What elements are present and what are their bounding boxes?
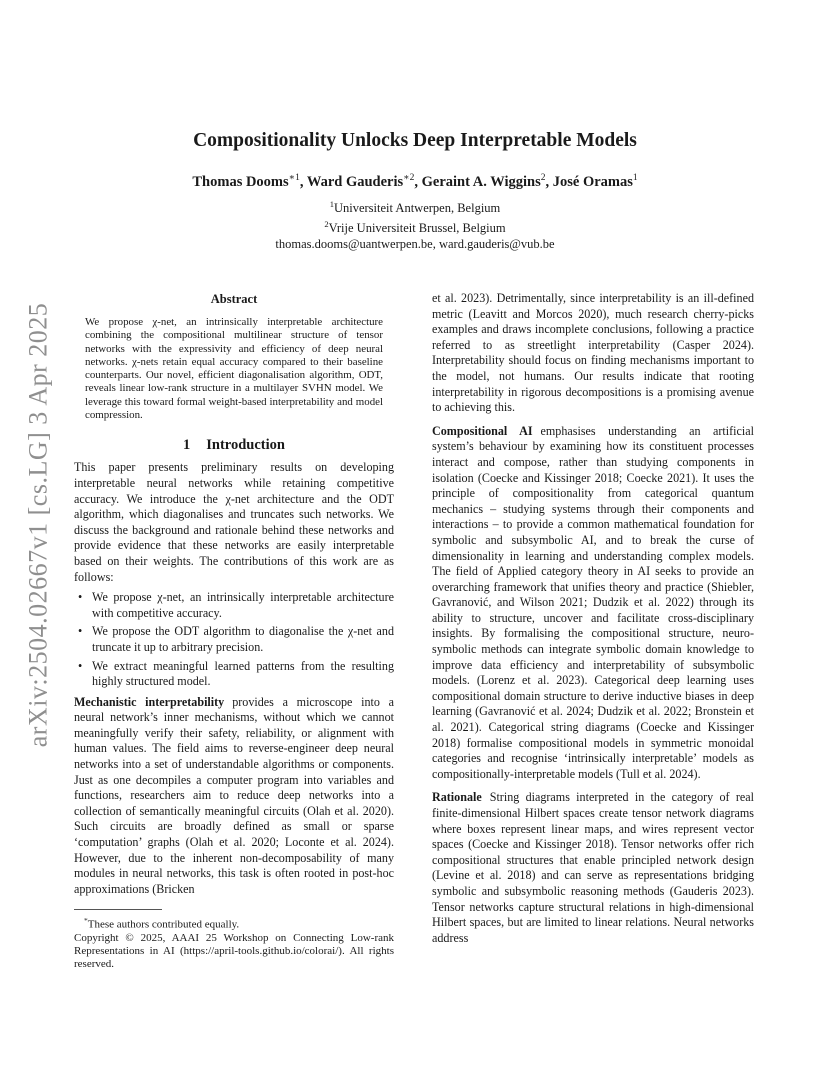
list-item-text: We propose χ-net, an intrinsically interpretable architecture with competitive accuracy. bbox=[92, 590, 394, 620]
affiliation-mark: 2 bbox=[324, 219, 329, 230]
footnote-text: These authors contributed equally. bbox=[87, 919, 240, 932]
affiliation-line bbox=[74, 216, 756, 236]
copyright-notice: Copyright © 2025, AAAI 25 Workshop on Connecting Low-rank Representations in AI (https://april-tools.github.io/colorai/). All rights reserved. bbox=[74, 932, 394, 971]
paragraph-text: provides a microscope into a neural network’s inner mechanisms, without which we cannot meaningfully verify their safety, reliability, or alignment with human values. The field aims to reverse-engineer deep neural networks into a set of understandable algorithms or components. Just as one decompiles a computer program into variables and functions, researchers aim to reduce deep networks into a collection of semantically meaningful circuits (Olah et al. 2020). Such circuits are broadly defined as small or sparse ‘computation’ graphs (Olah et al. 2020; Loconte et al. 2024). However, due to the inherent non-decomposability of many modules in neural networks, this task is often rooted in post-hoc approximations (Bricken bbox=[74, 694, 394, 896]
mechanistic-interpretability-paragraph bbox=[74, 695, 394, 898]
list-item-text: We extract meaningful learned patterns from the resulting highly structured model. bbox=[92, 658, 394, 689]
paragraph-text: String diagrams interpreted in the category of real finite-dimensional Hilbert spaces create tensor network diagrams where boxes represent linear maps, and wires represent vector spaces (Coecke and Kissinger 2018). Tensor networks offer rich compositional structures that enable principled network design (Levine et al. 2018) and can serve as representations bridging symbolic and subsymbolic reasoning methods (Gauderis 2023). Tensor networks capture structural relations in high-dimensional Hilbert spaces, but are limited to linear relations. Neural networks address bbox=[432, 790, 754, 945]
bullet-icon: • bbox=[78, 624, 83, 639]
bullet-icon: • bbox=[78, 658, 83, 673]
paragraph-heading: Rationale bbox=[432, 790, 482, 805]
author-mark: ∗1 bbox=[288, 173, 300, 183]
author-name: Thomas Dooms bbox=[192, 173, 289, 190]
paragraph-text: emphasises understanding an artificial system’s behaviour by examining how its constituent processes interact and compose, rather than studying components in isolation (Coecke and Kissinger 2018; Coecke 2021). It uses the principle of compositionality from categorical quantum mechanics – studying systems through their components and interactions – to provide a common mathematical foundation for symbolic and subsymbolic AI, and to break the curse of dimensionality in learning and understanding complex models. The field of Applied category theory in AI seeks to provide an overarching framework that unifies theory and practice (Shiebler, Gavranović, and Wilson 2021; Dudzik et al. 2022) through its ability to structure, uncover and facilitate cross-disciplinary insights. By formalising the compositional structure, neuro-symbolic methods can integrate symbolic domain knowledge to improve data efficiency and interpretability of subsymbolic models. (Lorenz et al. 2023). Categorical deep learning uses compositional domain structure to derive inductive biases in deep learning (Gavranović et al. 2024; Dudzik et al. 2022; Bronstein et al. 2021). Categorical string diagrams (Coecke and Kissinger 2018) formalise compositional models in symmetric monoidal categories and recognise ‘intrinsically interpretable’ models as compositionally-interpretable models (Tull et al. 2024). bbox=[432, 423, 754, 781]
right-column bbox=[432, 291, 754, 946]
paragraph-heading: Mechanistic interpretability bbox=[74, 694, 225, 709]
abstract-text: We propose χ-net, an intrinsically interpretable architecture combining the compositional multilinear structure of tensor networks with the expressivity and efficiency of deep neural networks. χ-nets retain equal accuracy compared to their baseline counterparts. Our novel, efficient diagonalisation algorithm, ODT, reveals linear low-rank structure in a multilayer SVHN model. We leverage this toward formal weight-based interpretability and model compression. bbox=[85, 316, 383, 422]
author-name: José Oramas bbox=[552, 173, 633, 190]
author-emails[interactable]: thomas.dooms@uantwerpen.be, ward.gauderis@vub.be bbox=[275, 237, 555, 252]
author-list: Thomas Dooms$^{∗1}$, Ward Gauderis$^{∗2}$, Geraint A. Wiggins$^2$, José Oramas$^1$ bbox=[192, 173, 638, 190]
paragraph-spacer bbox=[432, 416, 754, 424]
section-heading-introduction bbox=[74, 437, 394, 454]
footnote-equal-contribution bbox=[74, 914, 394, 932]
list-item bbox=[78, 658, 394, 690]
paragraph-spacer bbox=[432, 782, 754, 790]
rationale-paragraph bbox=[432, 790, 754, 946]
contributions-list bbox=[74, 590, 394, 690]
compositional-ai-paragraph bbox=[432, 424, 754, 783]
affiliation-name: Universiteit Antwerpen, Belgium bbox=[333, 201, 501, 216]
left-column bbox=[74, 292, 394, 971]
author-mark: 2 bbox=[540, 173, 546, 183]
list-item-text: We propose the ODT algorithm to diagonalise the χ-net and truncate it up to arbitrary precision. bbox=[92, 624, 394, 654]
paper-title: Compositionality Unlocks Deep Interpretable Models bbox=[193, 130, 637, 151]
author-mark: 1 bbox=[632, 173, 638, 183]
abstract-heading: Abstract bbox=[210, 292, 258, 306]
list-item bbox=[78, 590, 394, 621]
affiliation-line bbox=[74, 196, 756, 216]
author-name: Geraint A. Wiggins bbox=[421, 173, 541, 190]
bullet-icon: • bbox=[78, 590, 83, 605]
footnote-mark: * bbox=[84, 916, 88, 926]
author-name: Ward Gauderis bbox=[306, 173, 404, 190]
continued-paragraph: et al. 2023). Detrimentally, since interpretability is an ill-defined metric (Leavitt and Morcos 2020), much research cherry-picks examples and draws incomplete conclusions, following a practice referred to as streetlight interpretability (Casper 2024). Interpretability should focus on finding mechanisms important to the model, not humans. Our results indicate that rooting interpretability in rigorous decompositions is a promising avenue to achieving this. bbox=[432, 291, 754, 415]
section-number: 1 bbox=[183, 437, 191, 454]
arxiv-identifier-stamp bbox=[18, 290, 58, 760]
intro-paragraph: This paper presents preliminary results on developing interpretable neural networks while retaining competitive accuracy. We introduce the χ-net architecture and the ODT algorithm, which diagonalises and truncates such networks. We discuss the background and rationale behind these networks and provide evidence that these networks are easily interpretable based on their weights. The contributions of this work are as follows: bbox=[74, 460, 394, 584]
paragraph-heading: Compositional AI bbox=[432, 423, 533, 438]
affiliation-name: Vrije Universiteit Brussel, Belgium bbox=[328, 221, 506, 236]
affiliation-block bbox=[74, 196, 756, 252]
arxiv-identifier-text: arXiv:2504.02667v1 [cs.LG] 3 Apr 2025 bbox=[23, 302, 52, 748]
author-mark: ∗2 bbox=[403, 173, 415, 183]
section-title: Introduction bbox=[206, 437, 285, 454]
footnote-divider bbox=[74, 909, 162, 910]
affiliation-mark: 1 bbox=[329, 199, 334, 209]
list-item bbox=[78, 624, 394, 655]
